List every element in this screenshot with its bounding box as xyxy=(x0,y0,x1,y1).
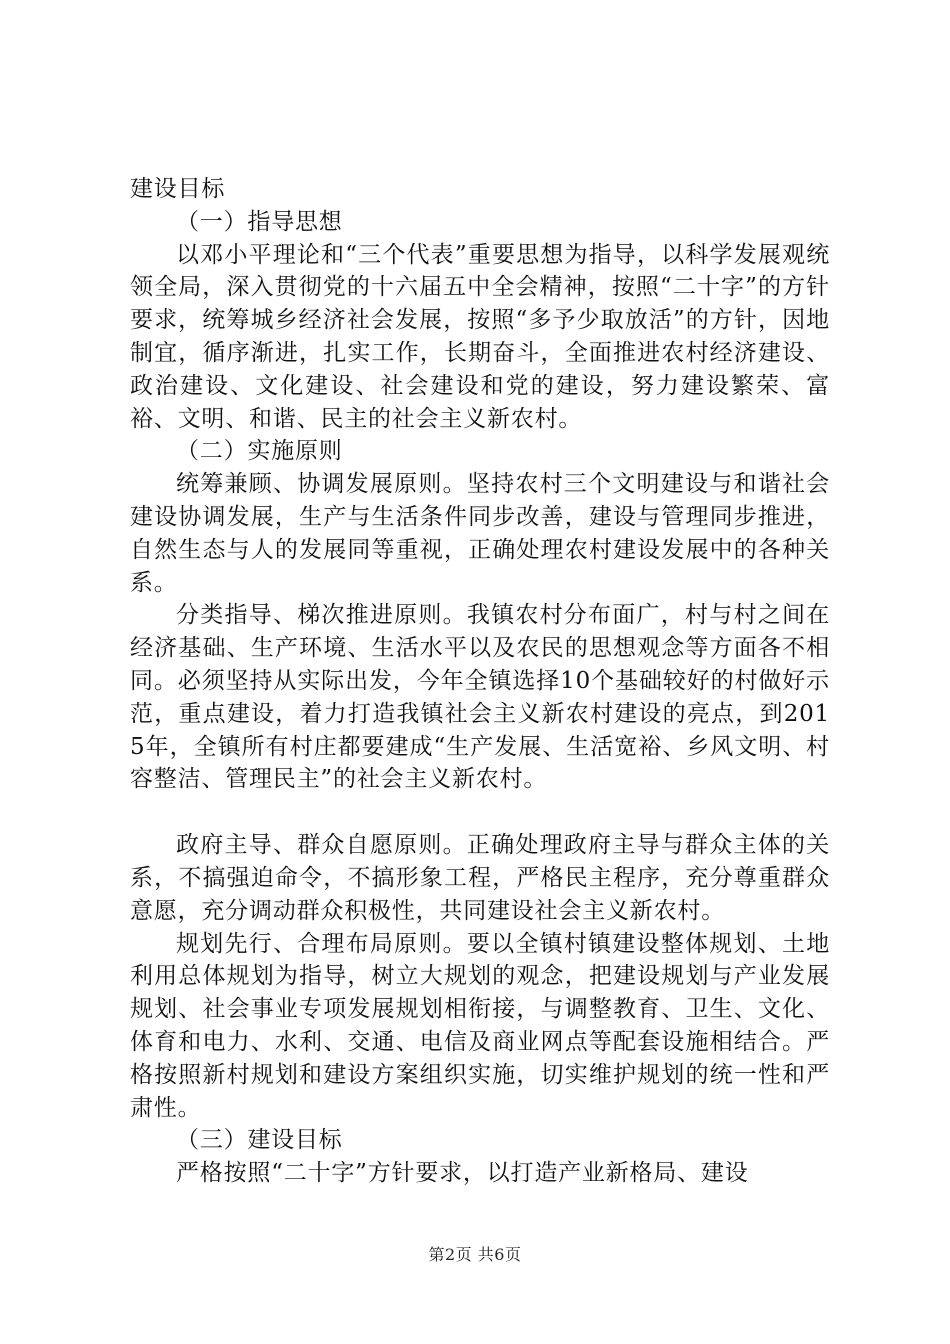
paragraph-gap xyxy=(130,796,830,829)
page-number-footer: 第2页 共6页 xyxy=(428,1245,522,1264)
paragraph-guiding-ideology: 以邓小平理论和“三个代表”重要思想为指导，以科学发展观统领全局，深入贯彻党的十六届五中全会精神，按照“二十字”的方针要求，统筹城乡经济社会发展，按照“多予少取放活”的方针，因地制宜，循序渐进，扎实工作，长期奋斗，全面推进农村经济建设、政治建设、文化建设、社会建设和党的建设，努力建设繁荣、富裕、文明、和谐、民主的社会主义新农村。 xyxy=(130,241,830,432)
document-body xyxy=(130,173,830,1190)
paragraph-goals: 严格按照“二十字”方针要求，以打造产业新格局、建设 xyxy=(176,1160,749,1187)
paragraph-principle-coordination: 统筹兼顾、协调发展原则。坚持农村三个文明建设与和谐社会建设协调发展，生产与生活条件同步改善，建设与管理同步推进，自然生态与人的发展同等重视，正确处理农村建设发展中的各种关系。 xyxy=(130,471,830,596)
section-title-goals: （三）建设目标 xyxy=(176,1127,343,1154)
section-title-principles: （二）实施原则 xyxy=(176,438,343,465)
paragraph-principle-government-led: 政府主导、群众自愿原则。正确处理政府主导与群众主体的关系，不搞强迫命令，不搞形象工程，严格民主程序，充分尊重群众意愿，充分调动群众积极性，共同建设社会主义新农村。 xyxy=(130,832,830,924)
paragraph-principle-planning: 规划先行、合理布局原则。要以全镇村镇建设整体规划、土地利用总体规划为指导，树立大规划的观念，把建设规划与产业发展规划、社会事业专项发展规划相衔接，与调整教育、卫生、文化、体育和电力、水利、交通、电信及商业网点等配套设施相结合。严格按照新村规划和建设方案组织实施，切实维护规划的统一性和严肃性。 xyxy=(130,930,830,1121)
section-title-guiding-ideology: （一）指导思想 xyxy=(176,208,343,235)
document-heading: 建设目标 xyxy=(130,176,226,202)
paragraph-principle-classification: 分类指导、梯次推进原则。我镇农村分布面广，村与村之间在经济基础、生产环境、生活水平以及农民的思想观念等方面各不相同。必须坚持从实际出发，今年全镇选择10个基础较好的村做好示范，重点建设，着力打造我镇社会主义新农村建设的亮点，到2015年，全镇所有村庄都要建成“生产发展、生活宽裕、乡风文明、村容整洁、管理民主”的社会主义新农村。 xyxy=(130,602,830,793)
